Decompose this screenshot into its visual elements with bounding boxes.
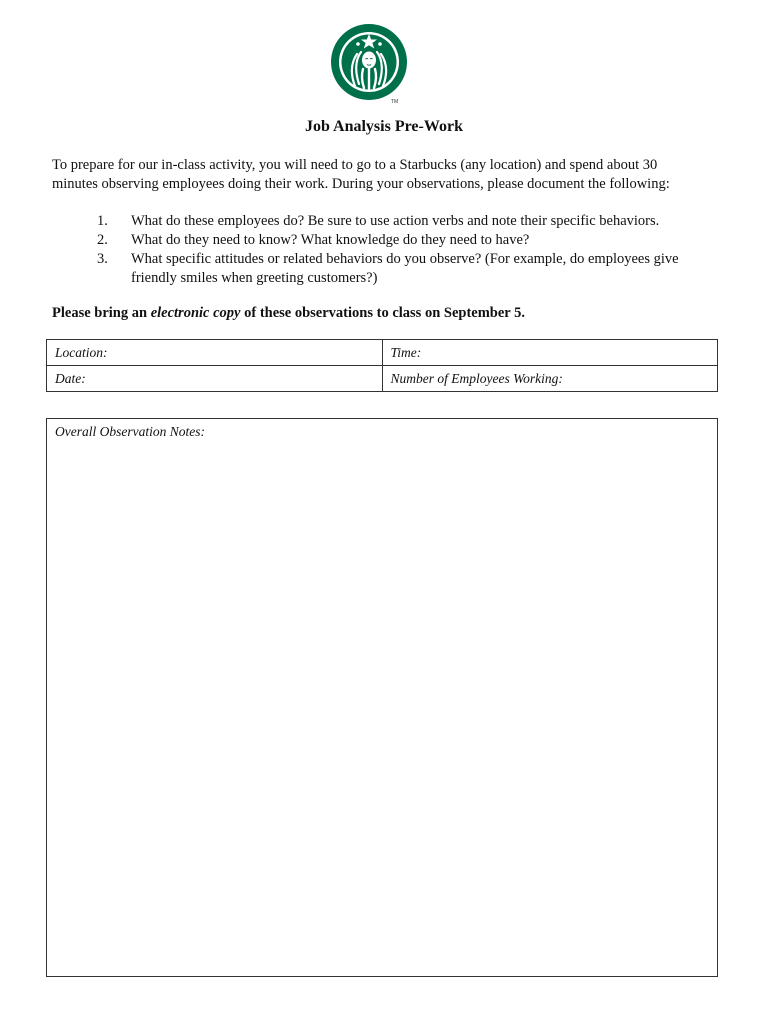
instruction-text: of these observations to class on September 5. bbox=[240, 305, 525, 321]
intro-line: To prepare for our in-class activity, you will need to go to a Starbucks (any location) and spend about 30 bbox=[52, 157, 658, 173]
location-field[interactable] bbox=[47, 340, 383, 366]
task-text: friendly smiles when greeting customers?) bbox=[131, 270, 378, 286]
starbucks-siren-logo bbox=[331, 22, 411, 104]
observation-notes-box[interactable] bbox=[46, 418, 718, 977]
intro-paragraph bbox=[52, 156, 732, 194]
time-field[interactable] bbox=[382, 340, 718, 366]
task-number: 1. bbox=[97, 213, 108, 229]
instruction-text: Please bring an bbox=[52, 305, 151, 321]
employees-count-field[interactable] bbox=[382, 366, 718, 392]
table-row bbox=[47, 340, 718, 366]
task-text: What do these employees do? Be sure to use action verbs and note their specific behaviors. bbox=[131, 213, 660, 229]
submission-instruction bbox=[52, 305, 525, 322]
task-number: 3. bbox=[97, 251, 108, 267]
notes-label: Overall Observation Notes: bbox=[55, 424, 205, 439]
observation-info-table bbox=[46, 339, 718, 392]
task-text: What do they need to know? What knowledge do they need to have? bbox=[131, 232, 530, 248]
time-label: Time: bbox=[390, 344, 422, 360]
date-label: Date: bbox=[55, 370, 86, 386]
task-text: What specific attitudes or related behaviors do you observe? (For example, do employees give bbox=[131, 251, 679, 267]
task-number: 2. bbox=[97, 232, 108, 248]
instruction-emphasis: electronic copy bbox=[150, 305, 241, 321]
employees-count-label: Number of Employees Working: bbox=[390, 370, 563, 386]
table-row bbox=[47, 366, 718, 392]
page-title: Job Analysis Pre-Work bbox=[305, 118, 463, 135]
trademark-mark: TM bbox=[391, 99, 399, 104]
location-label: Location: bbox=[55, 344, 108, 360]
task-item bbox=[52, 212, 732, 231]
task-item bbox=[52, 250, 732, 288]
task-item bbox=[52, 231, 732, 250]
observation-task-list bbox=[52, 212, 732, 288]
date-field[interactable] bbox=[47, 366, 383, 392]
intro-line: minutes observing employees doing their work. During your observations, please document the following: bbox=[52, 176, 670, 192]
